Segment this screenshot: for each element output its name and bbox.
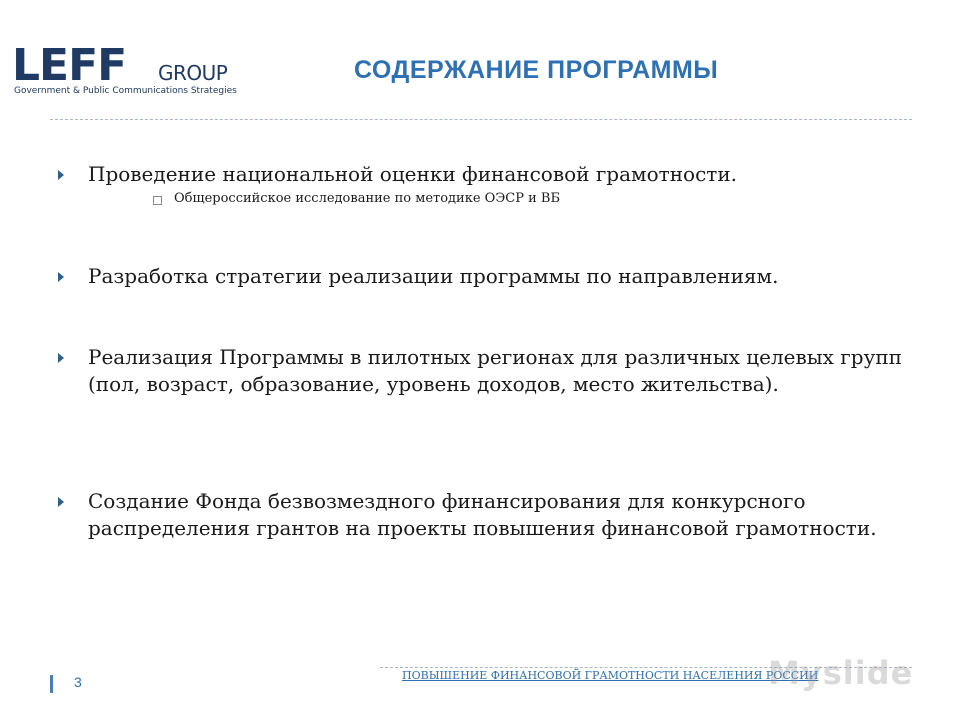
logo-mark: LEFF (12, 40, 127, 91)
header-divider (50, 119, 912, 120)
watermark: Myslide (768, 654, 914, 692)
bullet-text: Разработка стратегии реализации программы по направлениям. (88, 264, 779, 288)
triangle-right-icon (58, 272, 64, 282)
bullet-item-4 (88, 488, 908, 542)
bullet-text: Создание Фонда безвозмездного финансирования для конкурсного распределения грантов на проекты повышения финансовой грамотности. (88, 489, 877, 540)
page-number: 3 (74, 674, 82, 690)
triangle-right-icon (58, 353, 64, 363)
bullet-item-3 (88, 344, 908, 398)
slide-title: СОДЕРЖАНИЕ ПРОГРАММЫ (354, 56, 719, 84)
square-outline-icon (153, 196, 162, 205)
logo-group-word: GROUP (158, 61, 228, 85)
sub-bullet-text: Общероссийское исследование по методике ОЭСР и ВБ (174, 191, 560, 206)
footer-accent-bar (50, 675, 53, 693)
leff-group-logo (12, 40, 237, 100)
logo-tagline: Government & Public Communications Strategies (14, 86, 237, 96)
triangle-right-icon (58, 497, 64, 507)
bullet-item-2 (88, 263, 908, 290)
triangle-right-icon (58, 170, 64, 180)
bullet-item-1 (88, 161, 908, 188)
sub-bullet-item-1 (174, 191, 560, 206)
bullet-text: Реализация Программы в пилотных регионах для различных целевых групп (пол, возраст, образование, уровень доходов, место жительства). (88, 345, 903, 396)
footer-text: ПОВЫШЕНИЕ ФИНАНСОВОЙ ГРАМОТНОСТИ НАСЕЛЕНИЯ РОССИИ (402, 669, 819, 682)
bullet-text: Проведение национальной оценки финансовой грамотности. (88, 162, 738, 186)
